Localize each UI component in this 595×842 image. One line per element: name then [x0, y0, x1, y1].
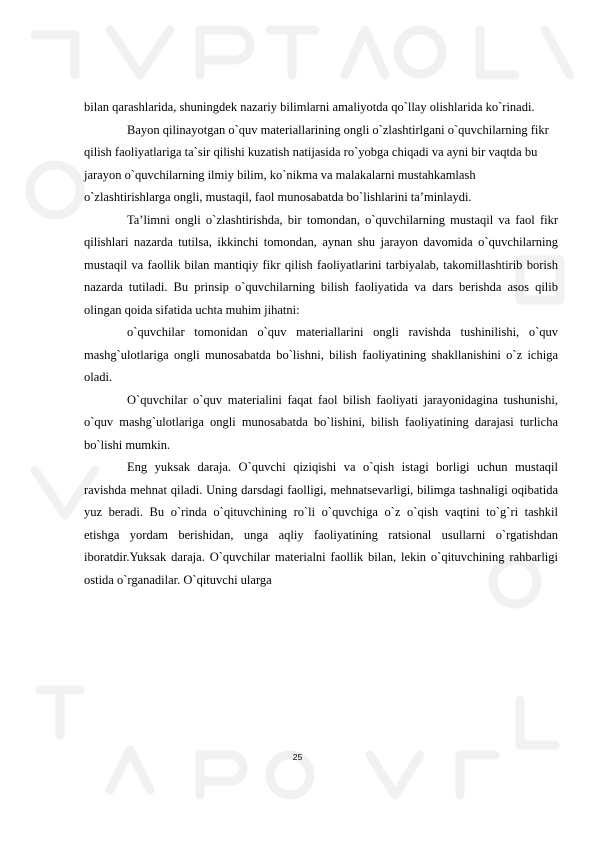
paragraph-5: O`quvchilar o`quv materialini faqat faol bilish faoliyati jarayonidagina tushunishi, o`quv mashg`ulotlariga ongli munosabatda bo`lishini, bilish faoliyatining darajasi turlicha bo`lishi mumkin.	[84, 392, 558, 452]
paragraph-3: Ta’limni ongli o`zlashtirishda, bir tomondan, o`quvchilarning mustaqil va faol fikr qilishlari nazarda tutilsa, ikkinchi tomondan, aynan shu jarayon davomida o`quvchilarning mustaqil va faollik bilan mantiqiy fikr qilish faoliyatlarini tarbiyalab, takomillashtirib borish nazarda tutiladi. Bu prinsip o`quvchilarning bilish faoliyatida va dars berishda asos qilib olingan qoida sifatida uchta muhim jihatni:	[84, 212, 558, 317]
paragraph-4: o`quvchilar tomonidan o`quv materiallarini ongli ravishda tushinilishi, o`quv mashg`ulotlariga ongli munosabatda bo`lishni, bilish faoliyatining shakllanishini o`z ichiga oladi.	[84, 325, 558, 384]
paragraph-2: Bayon qilinayotgan o`quv materiallarining ongli o`zlashtirlgani o`quvchilarning fikr qilish faoliyatlariga ta`sir qilishi kuzatish natijasida ro`yobga chiqadi va ayni bir vaqtda bu jarayon o`quvchilarning ilmiy bilim, ko`nikma va malakalarni mustahkamlash o`zlashtirishlarga ongli, mustaqil, faol munosabatda bo`lishlarini ta’minlaydi.	[84, 122, 549, 204]
document-body	[84, 96, 558, 591]
page-number: 25	[292, 752, 303, 762]
paragraph-1: bilan qarashlarida, shuningdek nazariy bilimlarni amaliyotda qo`llay olishlarida ko`rinadi.	[84, 100, 535, 114]
paragraph-6: Eng yuksak daraja. O`quvchi qiziqishi va o`qish istagi borligi uchun mustaqil ravishda mehnat qiladi. Uning darsdagi faolligi, mehnatsevarligi, bilimga tashnaligi oqibatida yuz beradi. Bu o`rinda o`qituvchining ro`li o`quvchiga o`z o`qish vaqtini to`g`ri tashkil etishga yordam berishidan, unga aqliy faoliyatining ratsional usullarni o`rgatishdan iboratdir.Yuksak daraja. O`quvchilar materialni faollik bilan, lekin o`qituvchining rahbarligi ostida o`rganadilar. O`qituvchi ularga	[84, 460, 558, 587]
